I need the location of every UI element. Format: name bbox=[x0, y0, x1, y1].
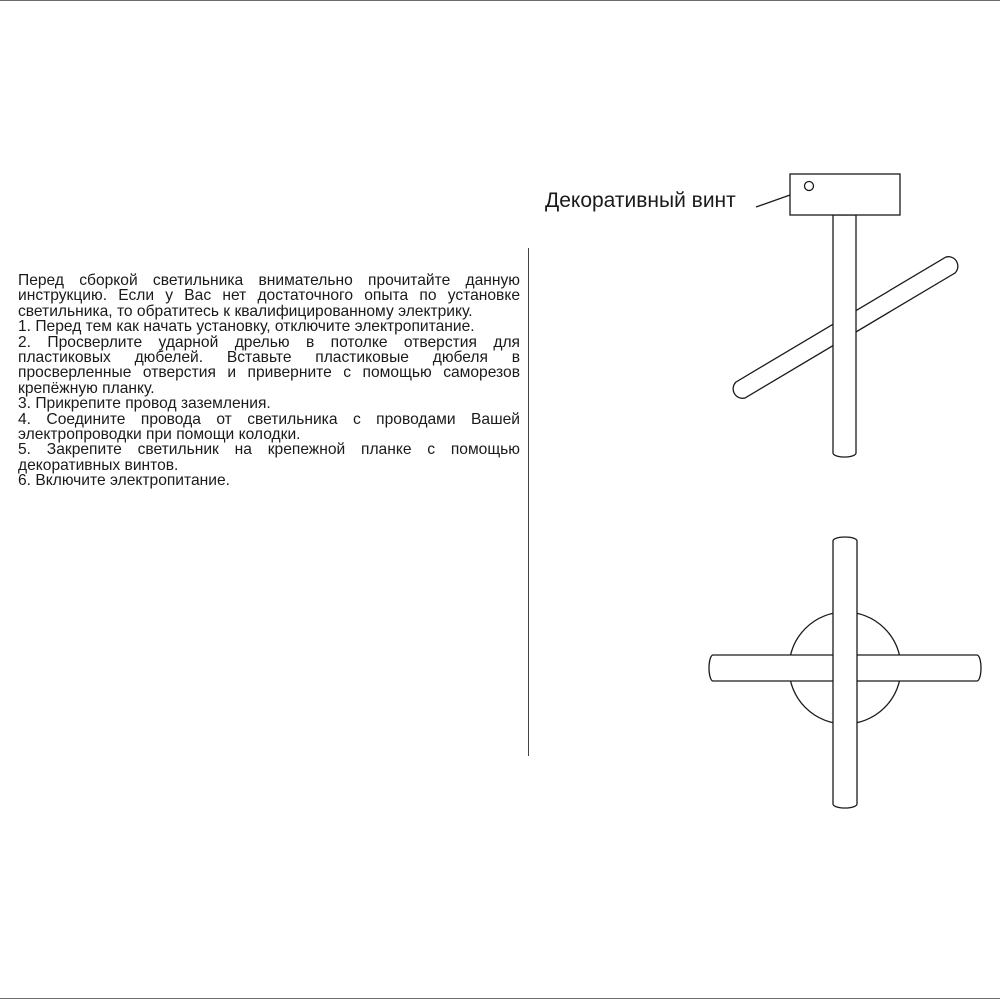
side-view-drawing bbox=[733, 174, 958, 457]
vertical-stem bbox=[833, 215, 856, 457]
decorative-screw-icon bbox=[805, 182, 814, 191]
instruction-step-3: 3. Прикрепите провод заземления. bbox=[18, 395, 271, 413]
instruction-step-4: 4. Соедините провода от светильника с проводами Вашей электропроводки при помощи колодки. bbox=[18, 410, 520, 444]
instruction-step-2: 2. Просверлите ударной дрелью в потолке отверстия для пластиковых дюбелей. Вставьте пластиковые дюбеля в просверленные отверстия и приверните с помощью саморезов крепёжную планку. bbox=[18, 333, 520, 397]
decorative-screw-label: Декоративный винт bbox=[545, 189, 736, 212]
instructions-intro: Перед сборкой светильника внимательно прочитайте данную инструкцию. Если у Вас нет достаточного опыта по установке светильника, то обратитесь к квалифицированному электрику. bbox=[18, 272, 520, 320]
callout-leader-line bbox=[756, 195, 790, 207]
instruction-step-6: 6. Включите электропитание. bbox=[18, 472, 230, 490]
top-view-drawing bbox=[709, 537, 981, 808]
instruction-step-5: 5. Закрепите светильник на крепежной планке с помощью декоративных винтов. bbox=[18, 441, 520, 474]
vertical-arm bbox=[833, 537, 857, 808]
instruction-step-1: 1. Перед тем как начать установку, отключите электропитание. bbox=[18, 318, 475, 336]
ceiling-canopy bbox=[790, 174, 900, 215]
